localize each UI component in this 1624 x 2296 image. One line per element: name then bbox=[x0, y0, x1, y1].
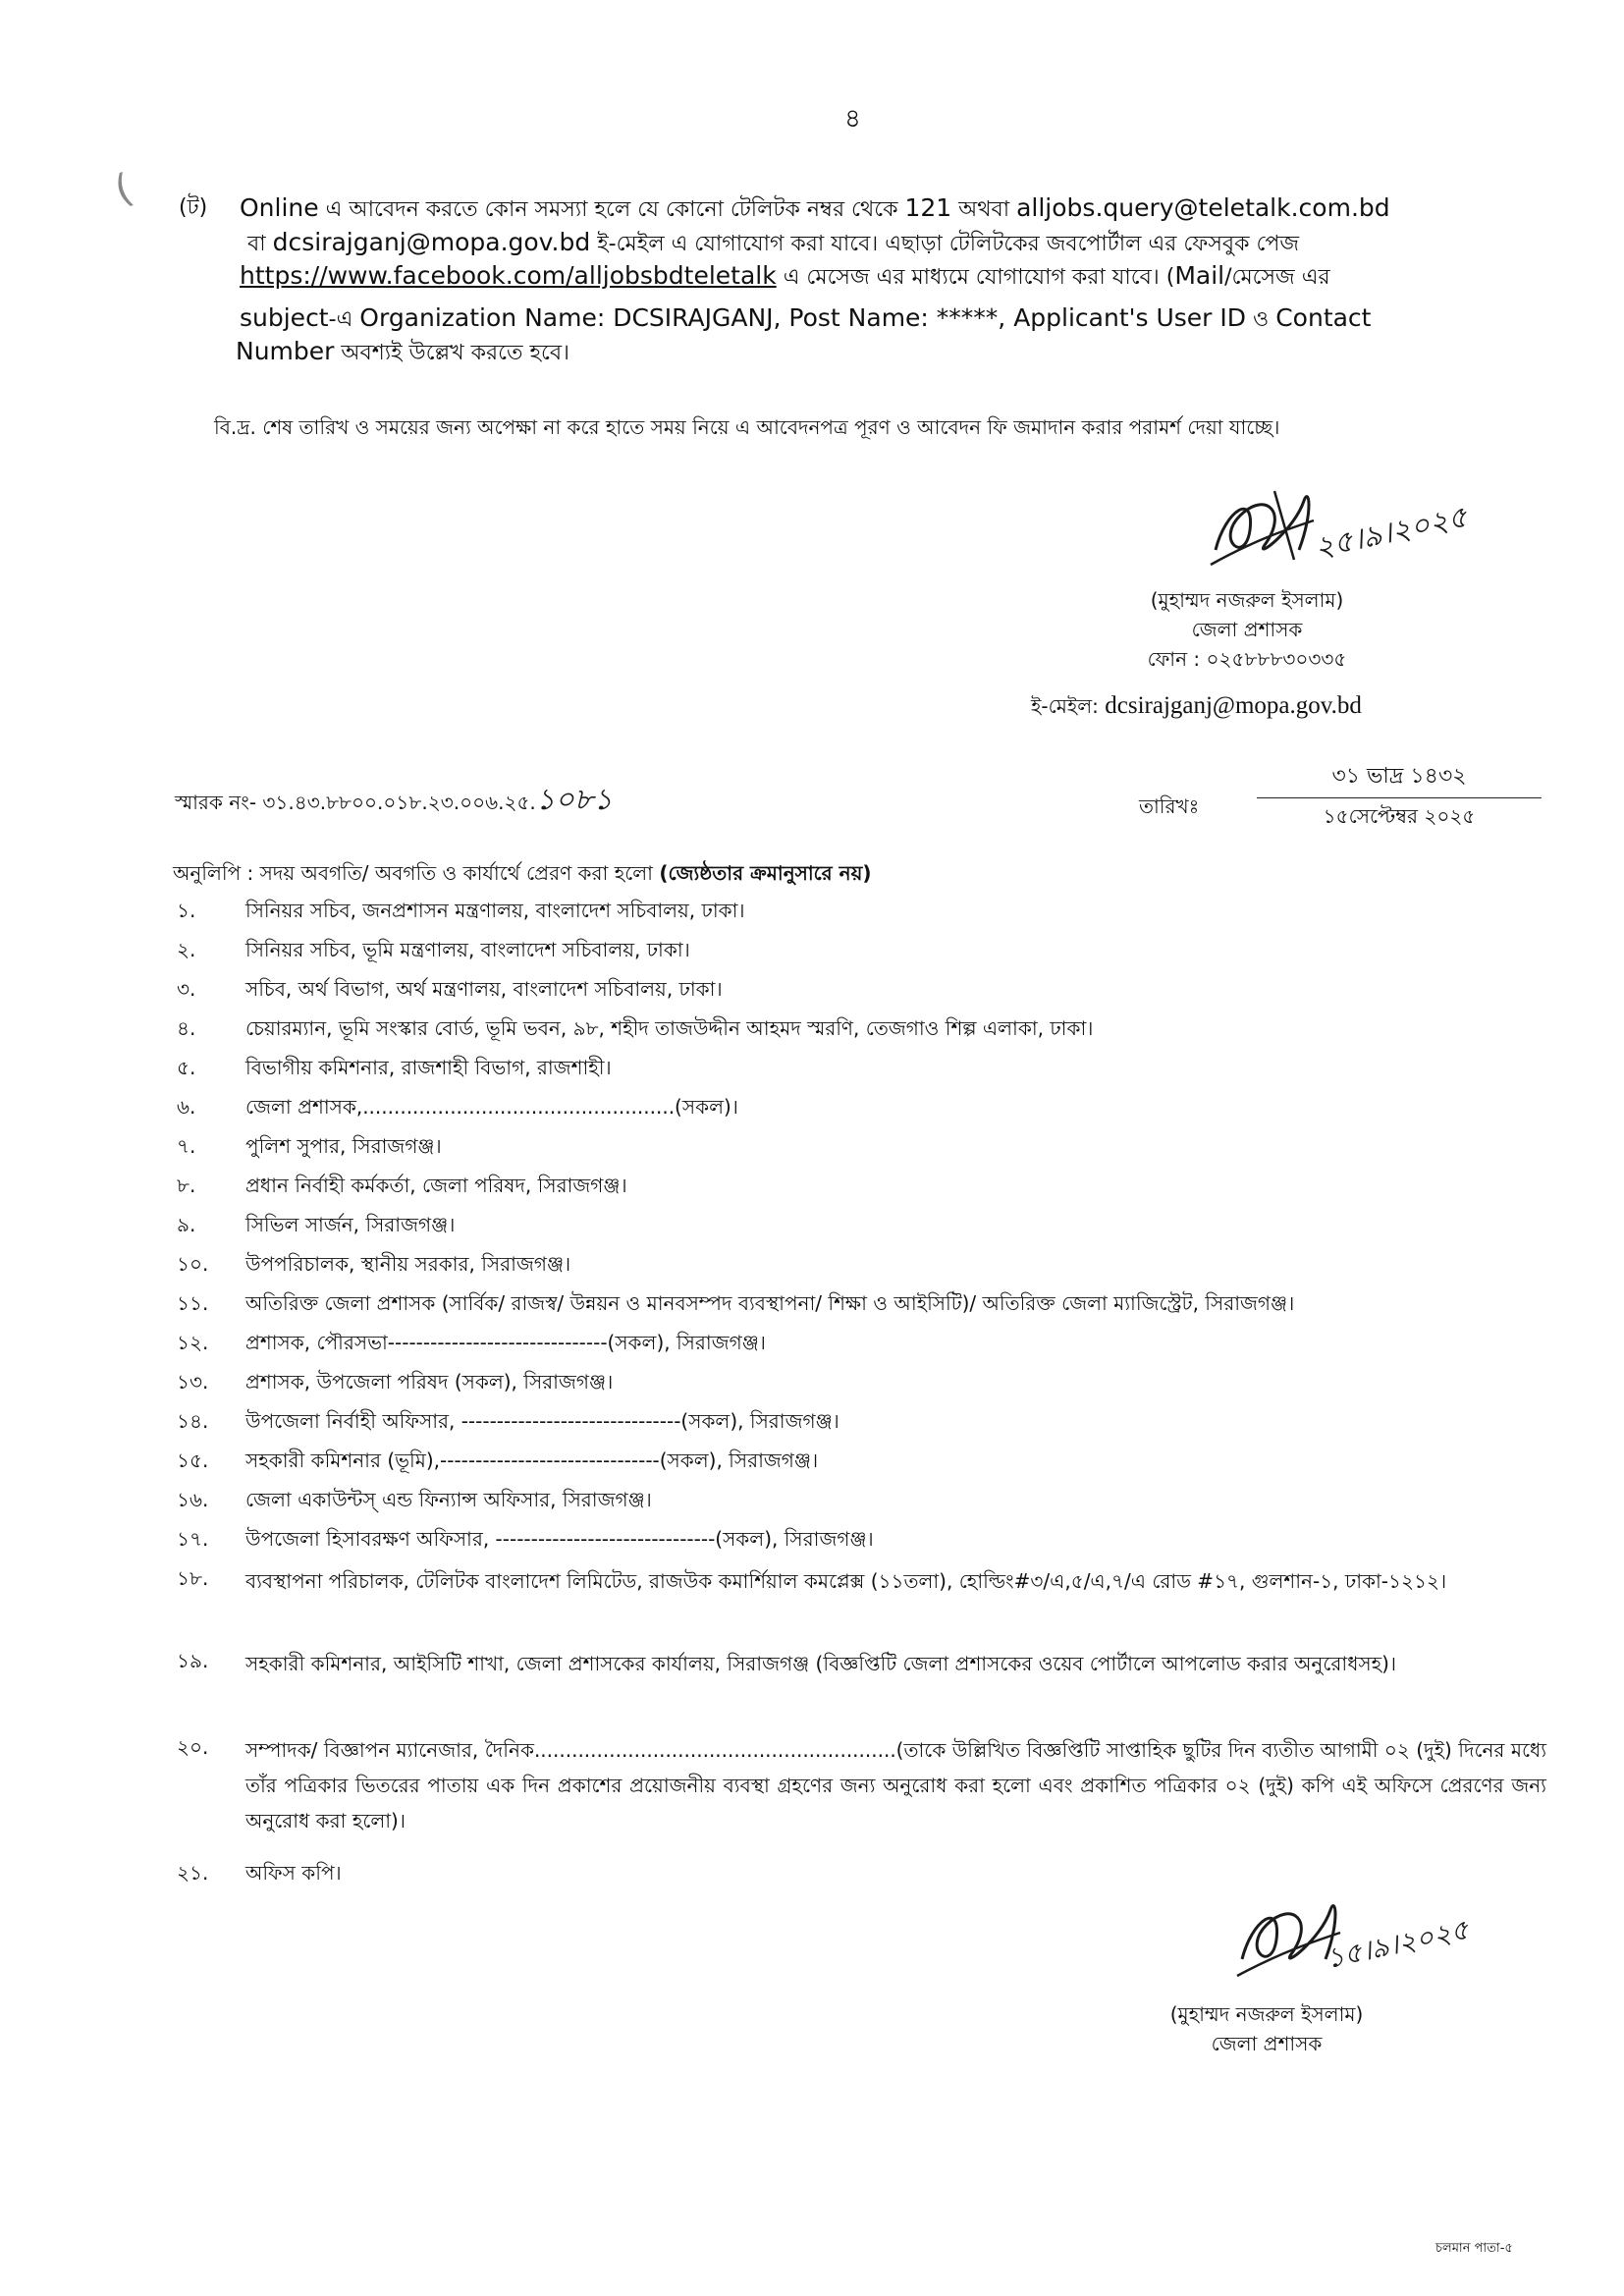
signature-2 bbox=[1227, 1886, 1483, 1994]
clause-line-3: https://www.facebook.com/alljobsbdteletalk এ মেসেজ এর মাধ্যমে যোগাযোগ করা যাবে। (Mail/মেসেজ এর bbox=[240, 261, 1330, 290]
note-text: বি.দ্র. শেষ তারিখ ও সময়ের জন্য অপেক্ষা না করে হাতে সময় নিয়ে এ আবেদনপত্র পূরণ ও আবেদন ফি জমাদান করার পরামর্শ দেয়া যাচ্ছে। bbox=[214, 415, 1280, 439]
teletalk-email-link[interactable]: alljobs.query@teletalk.com.bd bbox=[1016, 193, 1390, 222]
page-continuation-footer: চলমান পাতা-৫ bbox=[1435, 2241, 1513, 2256]
signatory-title: জেলা প্রশাসক bbox=[1191, 618, 1303, 641]
dc-email-link[interactable]: dcsirajganj@mopa.gov.bd bbox=[272, 228, 591, 256]
date-english: ১৫সেপ্টেম্বর ২০২৫ bbox=[1323, 804, 1476, 828]
signature-2-block bbox=[1119, 1999, 1414, 2058]
clause-line-4: subject-এ Organization Name: DCSIRAJGANJ, Post Name: *****, Applicant's User ID ও Contact bbox=[240, 303, 1372, 332]
signature-1 bbox=[1196, 471, 1490, 579]
date-block bbox=[1257, 758, 1542, 834]
date-label: তারিখঃ bbox=[1139, 794, 1200, 818]
clause-line-1: Online এ আবেদন করতে কোন সমস্যা হলে যে কোনো টেলিটক নম্বর থেকে 121 অথবা alljobs.query@teletalk.com.bd bbox=[240, 193, 1390, 222]
scan-mark: ( bbox=[109, 165, 138, 214]
copy-intro: অনুলিপি : সদয় অবগতি/ অবগতি ও কার্যার্থে প্রেরণ করা হলো (জ্যেষ্ঠতার ক্রমানুসারে নয়) bbox=[173, 861, 872, 885]
signature-1-block bbox=[1100, 585, 1394, 674]
date-bangla: ৩১ ভাদ্র ১৪৩২ bbox=[1257, 758, 1542, 798]
clause-line-2: বা dcsirajganj@mopa.gov.bd ই-মেইল এ যোগাযোগ করা যাবে। এছাড়া টেলিটকের জবপোর্টাল এর ফেসবুক পেজ bbox=[247, 228, 1300, 256]
memo-reference: স্মারক নং- ৩১.৪৩.৮৮০০.০১৮.২৩.০০৬.২৫.১০৮১ bbox=[175, 783, 613, 817]
clause-marker: (ট) bbox=[179, 195, 208, 220]
signature-2-date: ১৫।৯।২০২৫ bbox=[1323, 1913, 1472, 1975]
document-page: ( ৪ (ট) Online এ আবেদন করতে কোন সমস্যা হলে যে কোনো টেলিটক নম্বর থেকে 121 অথবা alljobs.query@teletalk.com.bd বা dcsirajganj@mopa.gov.bd ই-মেইল এ যোগাযোগ করা যাবে। এছাড়া টেলিটকের জবপোর্টাল এর ফেসবুক পেজ https://www.facebook.com/alljobsbdteletalk এ মেসেজ এর মাধ্যমে যোগাযোগ করা যাবে। (Mail/মেসেজ এর subject-এ Organization Name: DCSIRAJGANJ, Post Name: *****, Applicant's User ID ও Contact Number অবশ্যই উল্লেখ করতে হবে। বি.দ্র. শেষ তারিখ ও সময়ের জন্য অপেক্ষা না করে হাতে সময় নিয়ে এ আবেদনপত্র পূরণ ও আবেদন ফি জমাদান করার পরামর্শ দেয়া যাচ্ছে। ২৫।৯।২০২৫ (মুহাম্মদ নজরুল ইসলাম) জেলা প্রশাসক ফোন : ০২৫৮৮৮৩০৩৩৫ ই-মেইল: dcsirajganj@mopa.gov.bd স্মারক নং- ৩১.৪৩.৮৮০০.০১৮.২৩.০০৬.২৫.১০৮১ তারিখঃ ৩১ ভাদ্র ১৪৩২ ১৫সেপ্টেম্বর ২০২৫ অনুলিপি : সদয় অবগতি/ অবগতি ও কার্যার্থে প্রেরণ করা হলো (জ্যেষ্ঠতার ক্রমানুসারে নয়) ১. সিনিয়র সচিব, জনপ্রশাসন মন্ত্রণালয়, বাংলাদেশ সচিবালয়, ঢাকা। ২. সিনিয়র সচিব, ভূমি মন্ত্রণালয়, বাংলাদেশ সচিবালয়, ঢাকা। ৩. সচিব, অর্থ বিভাগ, অর্থ মন্ত্রণালয়, বাংলাদেশ সচিবালয়, ঢাকা। ৪. চেয়ারম্যান, ভূমি সংস্কার বোর্ড, ভূমি ভবন, ৯৮, শহীদ তাজউদ্দীন আহমদ স্মরণি, তেজগাও শিল্প এলাকা, ঢাকা। ৫. বিভাগীয় কমিশনার, রাজশাহী বিভাগ, রাজশাহী। ৬. জেলা প্রশাসক,..................................................(সকল)। ৭. পুলিশ সুপার, সিরাজগঞ্জ। ৮. প্রধান নির্বাহী কর্মকর্তা, জেলা পরিষদ, সিরাজগঞ্জ। ৯. সিভিল সার্জন, সিরাজগঞ্জ। ১০. উপপরিচালক, স্থানীয় সরকার, সিরাজগঞ্জ। ১১. অতিরিক্ত জেলা প্রশাসক (সার্বিক/ রাজস্ব/ উন্নয়ন ও মানবসম্পদ ব্যবস্থাপনা/ শিক্ষা ও আইসিটি)/ অতিরিক্ত জেলা ম্যাজিস্ট্রেট, সিরাজগঞ্জ। ১২. প্রশাসক, পৌরসভা-------------------------------(সকল), সিরাজগঞ্জ। ১৩. প্রশাসক, উপজেলা পরিষদ (সকল), সিরাজগঞ্জ। ১৪. উপজেলা নির্বাহী অফিসার, -------------------------------(সকল), সিরাজগঞ্জ। ১৫. সহকারী কমিশনার (ভূমি),-------------------------------(সকল), সিরাজগঞ্জ। ১৬. জেলা একাউন্টস্ এন্ড ফিন্যান্স অফিসার, সিরাজগঞ্জ। ১৭. উপজেলা হিসাবরক্ষণ অফিসার, -------------------------------(সকল), সিরাজগঞ্জ। ১৮. ব্যবস্থাপনা পরিচালক, টেলিটক বাংলাদেশ লিমিটেড, রাজউক কমার্শিয়াল কমপ্লেক্স (১১তলা), হোল্ডিং#৩/এ,৫/এ,৭/এ রোড #১৭, গুলশান-১, ঢাকা-১২১২। ১৯. সহকারী কমিশনার, আইসিটি শাখা, জেলা প্রশাসকের কার্যালয়, সিরাজগঞ্জ (বিজ্ঞপ্তিটি জেলা প্রশাসকের ওয়েব পোর্টালে আপলোড করার অনুরোধসহ)। ২০. সম্পাদক/ বিজ্ঞাপন ম্যানেজার, দৈনিক..........................................................(তাকে উল্লিখিত বিজ্ঞপ্তিটি সাপ্তাহিক ছুটির দিন ব্যতীত আগামী ০২ (দুই) দিনের মধ্যে তাঁর পত্রিকার ভিতরের পাতায় এক দিন প্রকাশের প্রয়োজনীয় ব্যবস্থা গ্রহণের জন্য অনুরোধ করা হলো এবং প্রকাশিত পত্রিকার ০২ (দুই) কপি এই অফিসে প্রেরণের জন্য অনুরোধ করা হলো)। ২১. অফিস কপি। ১৫।৯।২০২৫ (মুহাম্মদ নজরুল ইসলাম) জেলা প্রশাসক চলমান পাতা-৫ bbox=[0, 0, 1624, 2296]
signatory-title: জেলা প্রশাসক bbox=[1211, 2032, 1323, 2055]
signatory-name: (মুহাম্মদ নজরুল ইসলাম) bbox=[1150, 588, 1344, 612]
signatory-email[interactable]: dcsirajganj@mopa.gov.bd bbox=[1105, 692, 1362, 719]
page-number: ৪ bbox=[844, 104, 861, 134]
clause-line-5: Number অবশ্যই উল্লেখ করতে হবে। bbox=[236, 337, 569, 365]
facebook-page-link[interactable]: https://www.facebook.com/alljobsbdteletalk bbox=[240, 261, 777, 290]
signature-1-date: ২৫।৯।২০২৫ bbox=[1311, 499, 1471, 567]
memo-number-handwritten: ১০৮১ bbox=[535, 783, 613, 817]
signatory-phone: ফোন : ০২৫৮৮৮৩০৩৩৫ bbox=[1147, 647, 1347, 671]
signatory-email-line: ই-মেইল: dcsirajganj@mopa.gov.bd bbox=[1031, 692, 1362, 719]
signatory-name: (মুহাম্মদ নজরুল ইসলাম) bbox=[1169, 2002, 1364, 2026]
